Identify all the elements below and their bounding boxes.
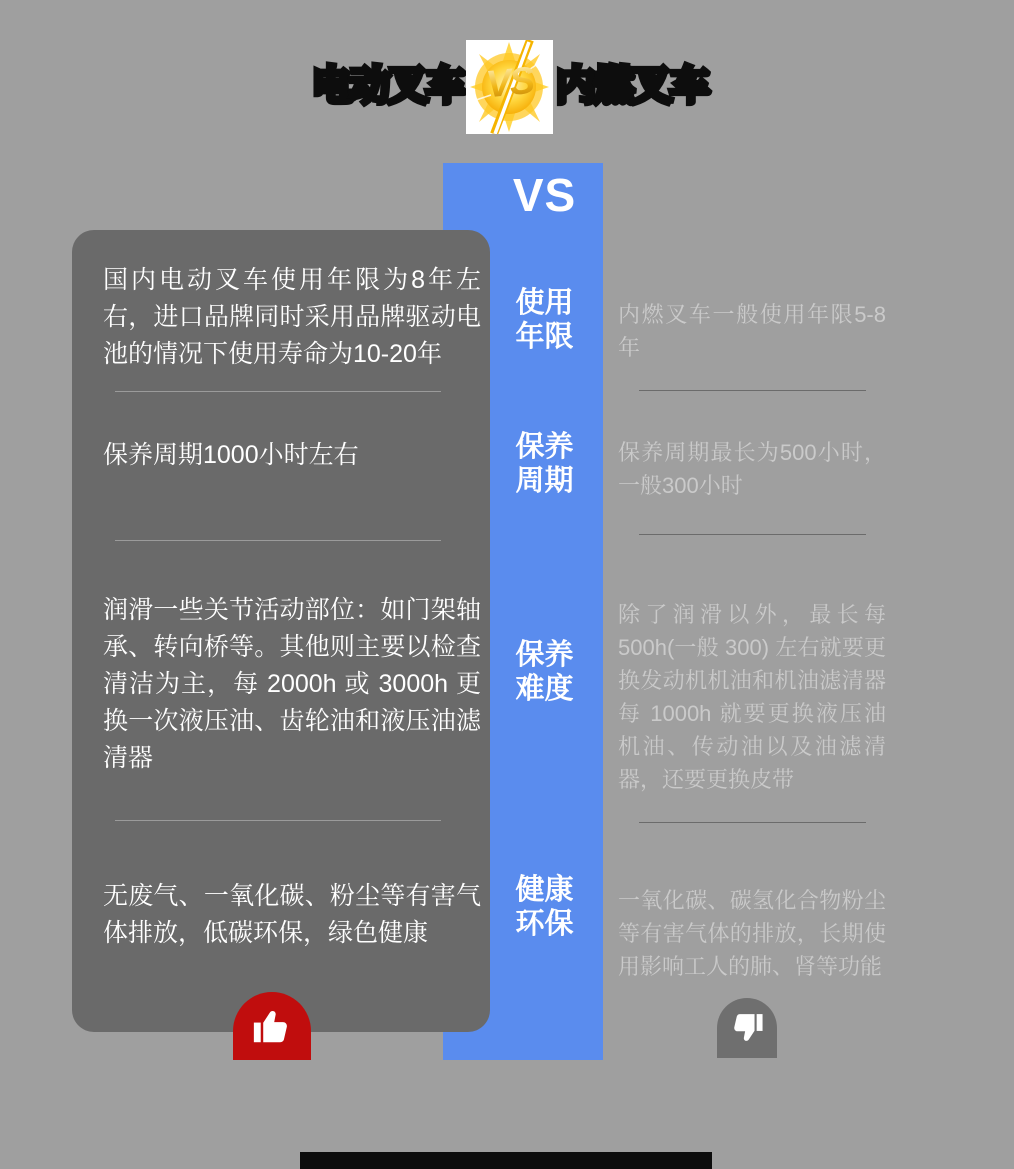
ic-maintenance-cycle-text: 保养周期最长为500小时，一般300小时 [618,440,886,498]
category-label-maintenance-cycle: 保养周期 [515,431,574,497]
banner-title-left: 电动叉车 [312,64,464,108]
electric-forklift-panel [72,230,490,1032]
vs-column-header: VS [512,169,577,221]
electric-maintenance-difficulty-text: 润滑一些关节活动部位：如门架轴承、转向桥等。其他则主要以检查清洁为主，每 2000h 或 3000h 更换一次液压油、齿轮油和液压油滤清器 [103,596,481,772]
thumb-up-icon [233,992,311,1060]
divider [639,390,866,391]
vs-badge [466,40,553,134]
divider [115,540,441,541]
electric-service-life-text: 国内电动叉车使用年限为8年左右，进口品牌同时采用品牌驱动电池的情况下使用寿命为10-20年 [103,266,481,368]
vs-badge-label: VS [464,58,555,110]
electric-health-environment-text: 无废气、一氧化碳、粉尘等有害气体排放，低碳环保，绿色健康 [103,882,481,947]
electric-maintenance-cycle-text: 保养周期1000小时左右 [103,441,359,469]
divider [639,534,866,535]
ic-maintenance-difficulty-text: 除了润滑以外，最长每 500h(一般 300) 左右就要更换发动机机油和机油滤清器每 1000h 就要更换液压油机油、传动油以及油滤清器，还要更换皮带 [618,602,886,792]
divider [115,391,441,392]
banner-title-right: 内燃叉车 [556,64,708,108]
divider [639,822,866,823]
category-label-service-life: 使用年限 [515,287,574,353]
bottom-banner [300,1152,712,1169]
ic-service-life-text: 内燃叉车一般使用年限5-8年 [618,302,886,360]
divider [115,820,441,821]
ic-health-environment-text: 一氧化碳、碳氢化合物粉尘等有害气体的排放，长期使用影响工人的肺、肾等功能 [618,888,886,979]
thumb-down-icon [717,998,777,1058]
category-label-maintenance-difficulty: 保养难度 [515,639,574,705]
category-label-health-environment: 健康环保 [515,874,574,940]
